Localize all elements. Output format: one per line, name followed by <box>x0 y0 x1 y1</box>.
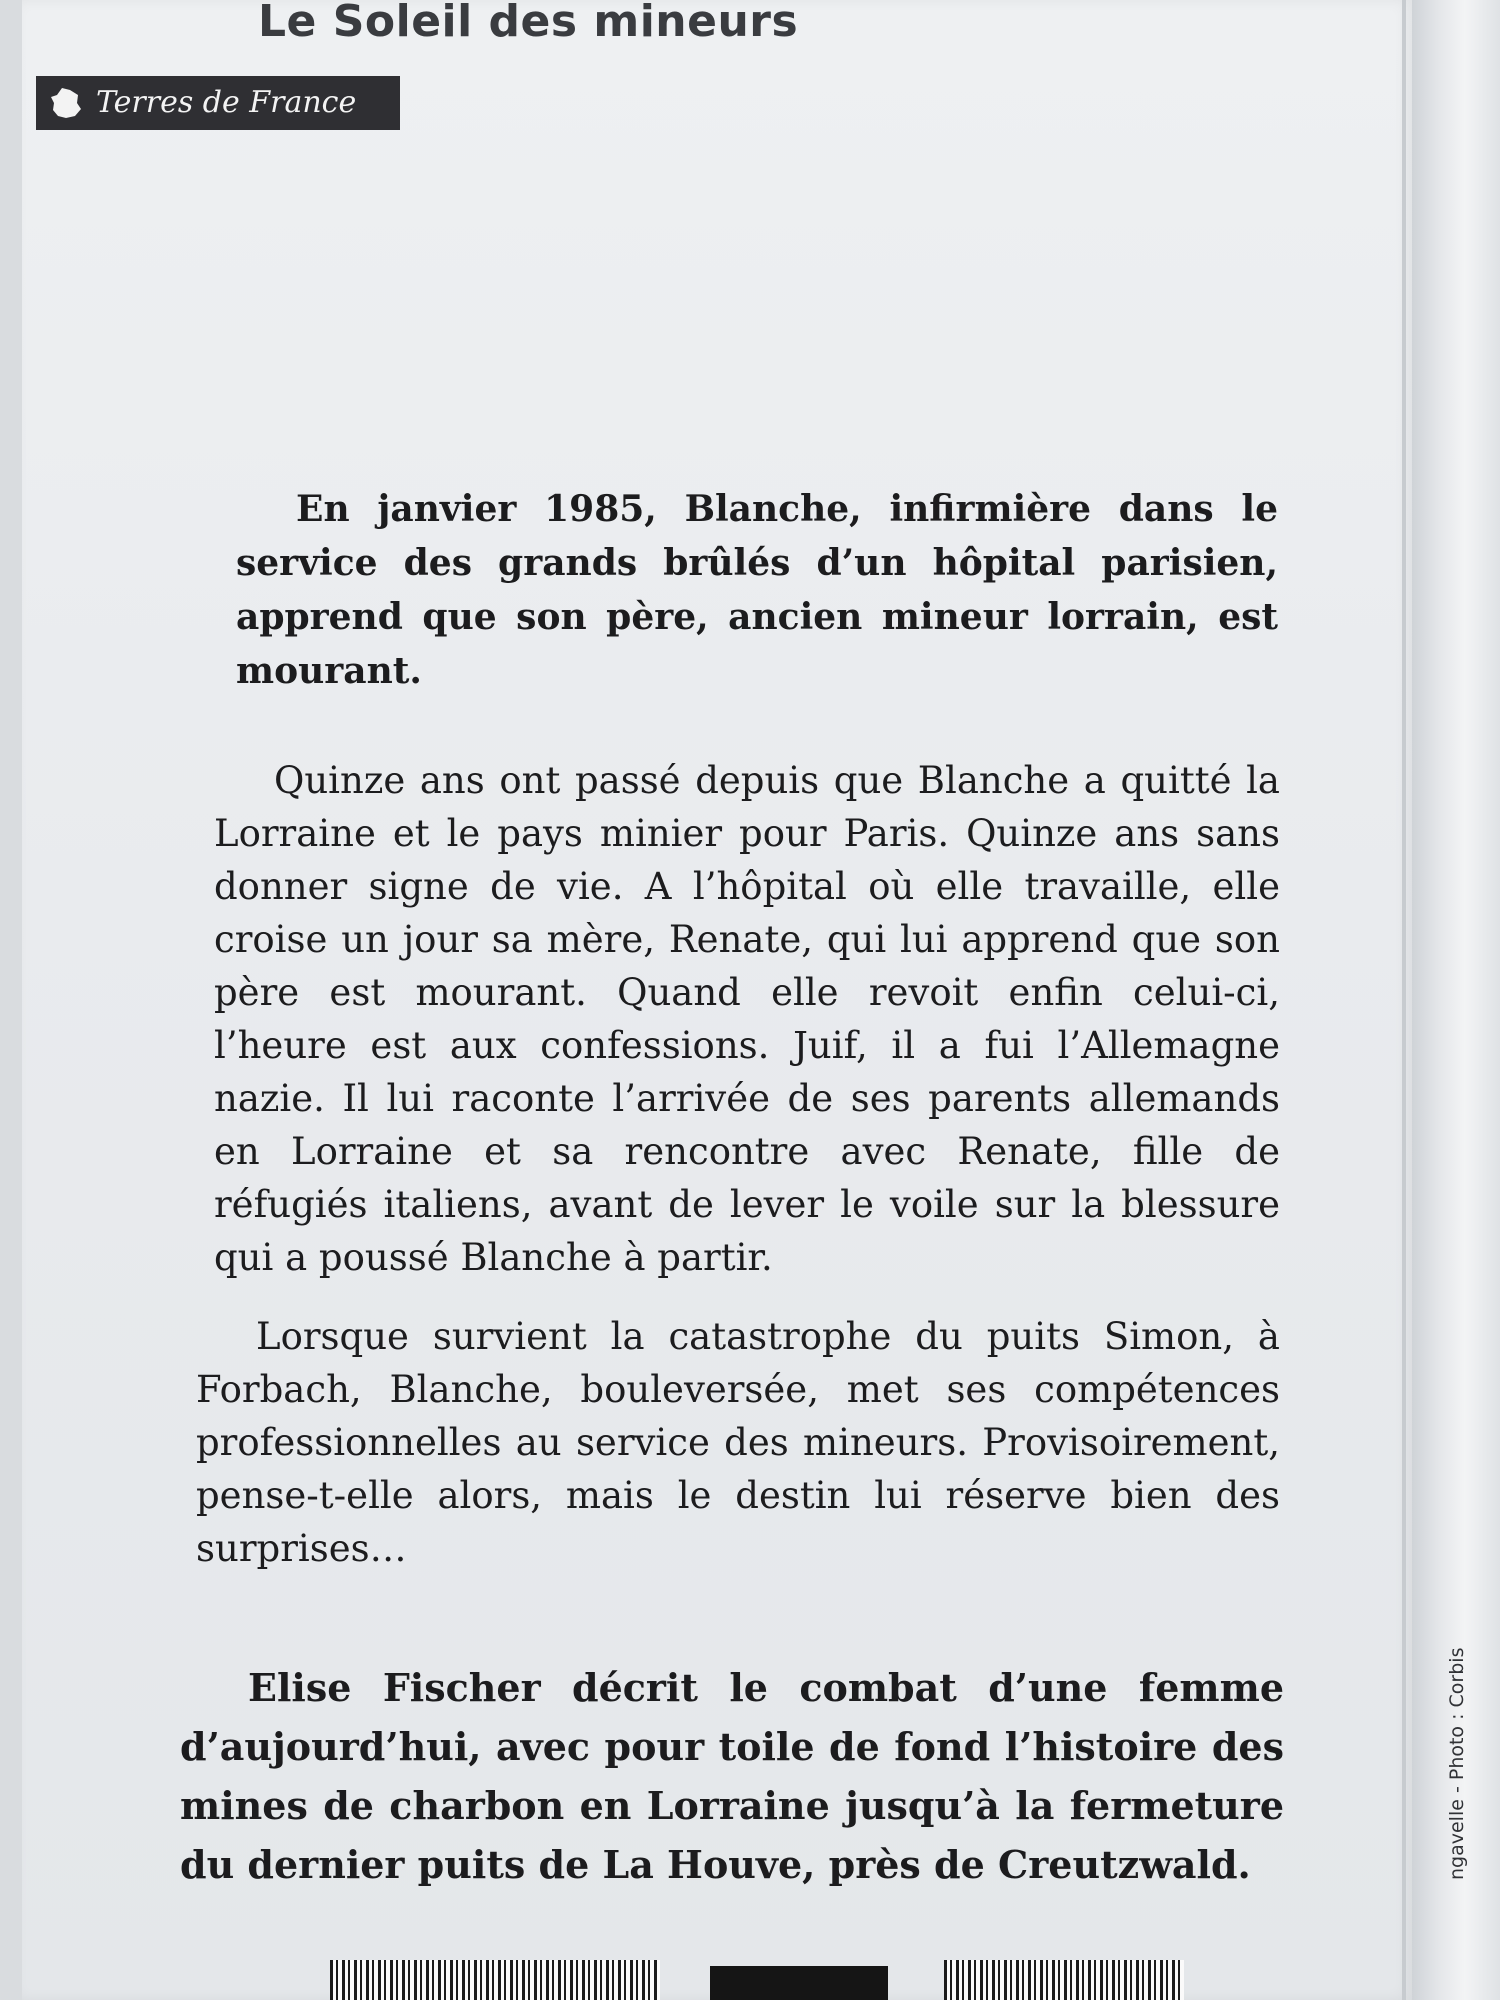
blurb-paragraph-2: Lorsque survient la catastrophe du puits Simon, à Forbach, Blanche, bouleversée, met ses compétences professionnelles au service des mineurs. Provisoirement, pense-t-elle alors, mais le destin lui réserve bien des surprises… <box>196 1315 1280 1570</box>
collection-badge <box>36 76 400 130</box>
barcode-left <box>330 1960 660 2000</box>
publisher-logo <box>710 1966 888 2000</box>
blurb-closing: Elise Fischer décrit le combat d’une femme d’aujourd’hui, avec pour toile de fond l’histoire des mines de charbon en Lorraine jusqu’à la fermeture du dernier puits de La Houve, près de Creutzwald. <box>180 1665 1284 1887</box>
collection-name: Terres de France <box>96 85 357 120</box>
france-map-icon <box>48 85 84 121</box>
spine-edge-line <box>1402 0 1406 2000</box>
book-title: Le Soleil des mineurs <box>258 0 799 47</box>
blurb-lead: En janvier 1985, Blanche, infirmière dans le service des grands brûlés d’un hôpital parisien, apprend que son père, ancien mineur lorrain, est mourant. <box>236 488 1278 692</box>
barcode-right <box>944 1960 1184 2000</box>
blurb-paragraph-1: Quinze ans ont passé depuis que Blanche a quitté la Lorraine et le pays minier pour Paris. Quinze ans sans donner signe de vie. A l’hôpital où elle travaille, elle croise un jour sa mère, Renate, qui lui apprend que son père est mourant. Quand elle revoit enfin celui-ci, l’heure est aux confessions. Juif, il a fui l’Allemagne nazie. Il lui raconte l’arrivée de ses parents allemands en Lorraine et sa rencontre avec Renate, fille de réfugiés italiens, avant de lever le voile sur la blessure qui a poussé Blanche à partir. <box>214 759 1280 1279</box>
photo-credit: ngavelle - Photo : Corbis <box>1446 1647 1468 1880</box>
